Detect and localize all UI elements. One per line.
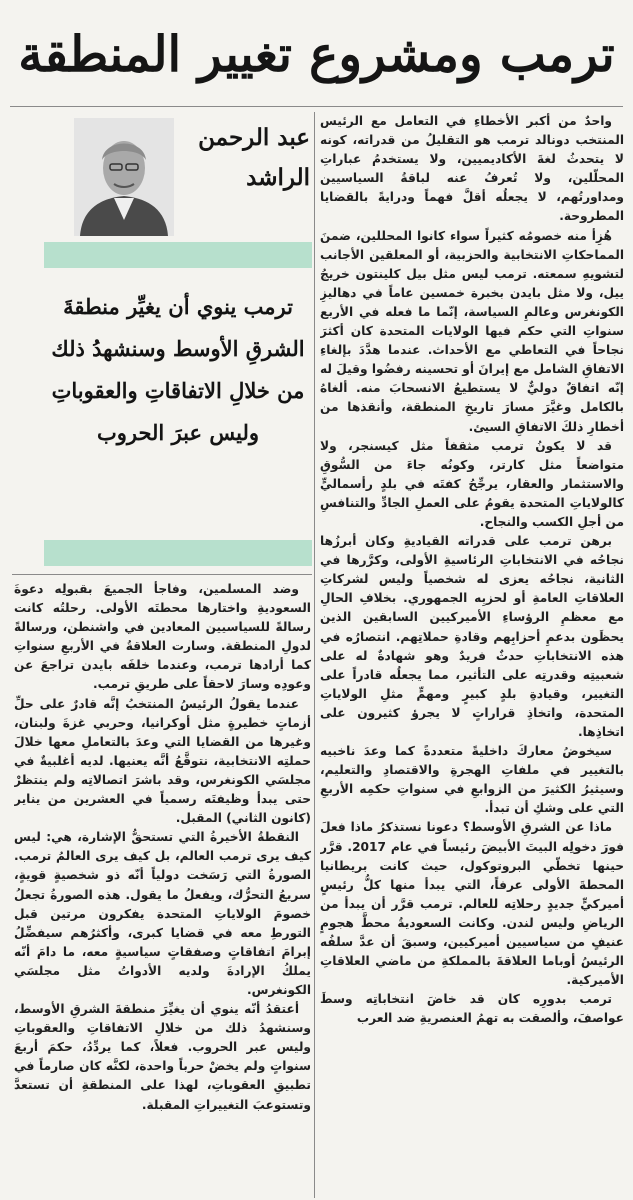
- paragraph: عندما يقولُ الرئيسُ المنتخبُ إنَّه قادرٌ على حلِّ أزماتٍ خطيرةٍ مثل أوكرانيا، وحربي غزةَ ولبنان، وغيرها من القضايا التي وعدَ بالتعاملِ معها خلالَ حملتِه الانتخابية، نتوقَّعُ أنَّه يعنيها. لديه أغلبيةٌ في مجلسَي الكونغرس، وقد باشرَ اتصالاتِه ولم ينتظرْ حتى يبدأ وظيفتَه رسمياً في العشرين من يناير (كانون الثاني) المقبل.: [14, 696, 311, 826]
- paragraph: ماذا عن الشرقِ الأوسط؟ دعونا نستذكرُ ماذا فعلَ فورَ دخولِه البيتَ الأبيضَ رئيساً في عام 2017. قرَّر حينها تخطّي البروتوكول، حيث كانت بريطانيا المحطةَ الأولى عرفاً، التي يبدأ منها كلُّ رئيسٍ أميركيٍّ جديدٍ رحلاتِه للعالم. ترمب قرَّر أن يبدأ من الرياضِ وليس لندن. وكانت السعوديةُ محطَّ هجومٍ عنيفٍ من سياسيين أميركيين، وسبقَ أن عدَّ سلفُه الرئيسُ أوباما العلاقةَ بالمملكةِ من ماضي العلاقاتِ الأميركية.: [320, 820, 624, 988]
- paragraph: برهن ترمب على قدراته القياديةِ وكان أبرزُها نجاحُه في الانتخاباتِ الرئاسيةِ الأولى، وكرَّرها في الثانية، نجاحُه يعزى له شخصياً وليس لشركاتِ العلاقاتِ العامةِ أو لحزبِه الجمهوري. بخلافِ الحالِ مع معظمِ الرؤساءِ الأميركيين السابقين الذين يحظَون بدعمِ أحزابِهم وقادةِ حملاتِهم. انتصارُه في هذه الانتخاباتِ حدثٌ فريدٌ وهو شهادةٌ له على شعبيتِه وقدرتِه على التأثير، مما يجعلُه قادراً على التغيير، وقيادةِ بلدٍ كبيرٍ ومهمٍّ مثلِ الولاياتِ المتحدة، واتخاذِ قراراتٍ لا يجرؤ كثيرون على اتخاذِها.: [320, 534, 624, 739]
- quote-bar-bottom: [44, 540, 312, 566]
- headline-rule: [10, 106, 623, 107]
- section-divider: [12, 574, 312, 575]
- author-photo: [74, 118, 174, 236]
- article-column-left: [14, 580, 311, 1198]
- headline: ترمب ومشروع تغيير المنطقة: [18, 25, 615, 83]
- author-last-name: الراشد: [246, 164, 310, 191]
- paragraph: أعتقدُ أنّه ينوي أن يغيِّرَ منطقةَ الشرقِ الأوسط، وسنشهدُ ذلك من خلالِ الاتفاقاتِ والعقوباتِ وليس عبر الحروب. فعلاً، كما يردِّدُ، حكمَ أربعَ سنواتٍ ولم يخضْ حرباً واحدة، لكنَّه كان صارماً في تطبيقِ العقوباتِ، لهذا على المنطقةِ أن تستعدَّ وتستوعبَ التغييراتِ المقبلة.: [14, 1002, 311, 1112]
- pull-quote: ترمب ينوي أن يغيِّر منطقةَ الشرقِ الأوسط وسنشهدُ ذلك من خلالِ الاتفاقاتِ والعقوباتِ وليس عبرَ الحروب: [51, 294, 305, 445]
- paragraph: قد لا يكونُ ترمب مثقفاً مثل كيسنجر، ولا متواضعاً مثل كارتر، وكونُه جاءَ من السُّوقِ والاستثمار والعقار، يرجِّحُ كفتَه في بلدٍ رأسماليٍّ كالولاياتِ المتحدة يقومُ على العملِ الجادِّ والتنافسِ من أجلِ الكسب والنجاح.: [320, 438, 624, 529]
- author-portrait-icon: [74, 118, 174, 236]
- paragraph: ترمب بدورِه كان قد خاضَ انتخاباتِه وسطَ عواصفَ، وألصقت به تهمُ العنصريةِ ضد العرب: [320, 992, 624, 1026]
- column-divider: [314, 112, 315, 1198]
- author-name: [190, 118, 310, 198]
- paragraph: وضد المسلمين، وفاجأ الجميعَ بقبولِه دعوةَ السعوديةِ واختارها محطتَه الأولى. رحلتُه كانت رسالةً للسياسيين المعادين في واشنطن، ورسالةً لدولِ المنطقة. وسارت العلاقةُ في الأربعِ سنواتِ كما أرادها ترمب، وعندما خلفَه بايدن تراجعَ عن وعودِه وسارَ لاحقاً على طريقِ ترمب.: [14, 582, 311, 692]
- paragraph: واحدٌ من أكبر الأخطاءِ في التعامل مع الرئيس المنتخب دونالد ترمب هو التقليلُ من قدراته، كونه لا يتحدثُ لغةَ الأكاديميين، ولا يستخدمُ عباراتِ المحلّلين، ولا تُعرفُ عنه لباقةُ السياسيين ومداورتُهم، لا يجعلُه أقلَّ فهماً ودرايةً بالقضايا المطروحة.: [320, 114, 624, 224]
- paragraph: هُزِأ منه خصومُه كثيراً سواء كانوا المحللين، ضمنَ المماحكاتِ الانتخابية والحزبية، أو المعلقين الأجانب لتشويهِ سمعته. ترمب ليس مثل بيل كلينتون خريجُ ييل، ولا مثل بايدن بخبرة خمسين عاماً في دهاليزِ الكونغرس وعالمِ السياسة، إنّما ما فعله في الأربع سنواتِ التي حكم فيها الولايات المتحدة كان أكثرَ نجاحاً في التعاطي مع الأحداث. عندما هدَّدَ بإلغاءِ الاتفاقِ الشامل مع إيرانَ أو تحسينه رفضُوا وقيلَ له إنّه اتفاقٌ دوليٌّ لا يستطيعُ الانسحابَ منه. ألغاهُ بالكامل وغيَّرَ مسارَ تاريخِ المنطقة، وأنقذها من أخطارِ ذلكَ الاتفاقِ السيئ.: [320, 228, 624, 434]
- paragraph: النقطةُ الأخيرةُ التي تستحقُّ الإشارة، هي: ليس كيف يرى ترمب العالم، بل كيف يرى العالمُ ترمب. الصورةُ التي رَسَخت دولياً أنّه ذو شخصيةٍ قويةٍ، سريعُ التحرُّك، ويفعلُ ما يقول. هذه الصورةُ تجعلُ خصومَ الولاياتِ المتحدة يفكرون مرتين قبل التورطِ معه في قضايا كبرى، وأكثرُهم سيفضِّلُ إبرامَ اتفاقاتٍ وصفقاتٍ سياسيةٍ معه، ما دامَ أنّه يملكُ الإرادةَ ولديه الأدواتُ مثل مجلسَي الكونغرس.: [14, 830, 311, 997]
- paragraph: سيخوضُ معاركَ داخليةً متعددةً كما وعدَ ناخبيه بالتغيير في ملفاتِ الهجرةِ والاقتصادِ والتعليم، وسيثيرُ الكثيرَ من الزوابعِ في سنواتِ حكمِه الأربعِ التي على وشكِ أن تبدأ.: [320, 744, 624, 816]
- quote-bar-top: [44, 242, 312, 268]
- author-first-name: عبد الرحمن: [198, 124, 310, 151]
- article-column-right: [320, 112, 624, 1198]
